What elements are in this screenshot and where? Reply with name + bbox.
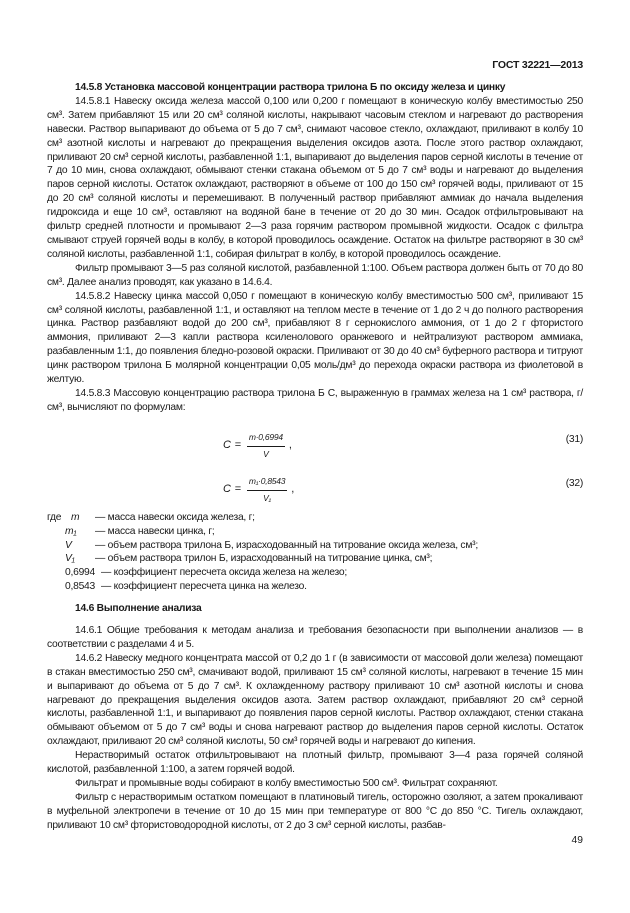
formula-numerator: m·0,6994 [247,431,285,447]
formula-fraction [247,475,287,506]
where-description: — коэффициент пересчета цинка на железо. [101,581,307,593]
where-list [47,511,583,594]
paragraph-14-5-8-3: 14.5.8.3 Массовую концентрацию раствора трилона Б C, выраженную в граммах железа на 1 см³ раствора, г/см³, вычисляют по формулам: [47,387,583,413]
formula-fraction [247,431,285,462]
formula-31 [47,423,583,467]
section-heading-14-5-8: 14.5.8 Установка массовой концентрации раствора трилона Б по оксиду железа и цинку [75,82,506,93]
where-item [47,580,583,594]
where-coefficient: 0,8543 [65,581,95,593]
where-item [47,511,583,525]
formula-number: (32) [565,477,583,489]
paragraph-14-6-1: 14.6.1 Общие требования к методам анализа и требования безопасности при выполнении анализов — в соответствии с разделами 4 и 5. [47,625,583,650]
where-symbol: V [65,539,72,551]
formula-denominator: V₁ [263,492,271,503]
where-symbol: m₁ [65,525,77,537]
paragraph-14-5-8-2: 14.5.8.2 Навеску цинка массой 0,050 г помещают в коническую колбу вместимостью 500 см³, приливают 15 см³ соляной кислоты, разбавленной 1:1, и оставляют на теплом месте в течение от 1 до 2 ч до полного растворения цинка. Раствор разбавляют водой до 200 см³, прибавляют 8 г сернокислого аммония, от 1 до 2 г фтористого аммония, приливают 2—3 капли раствора ксиленолового оранжевого и нейтрализуют раствором аммиака, разбавленным 1:1, до появления бледно-розовой окраски. Приливают от 30 до 40 см³ буферного раствора и титруют цинк раствором трилона Б молярной концентрации 0,05 моль/дм³ до перехода окраски раствора из фиолетовой в желтую. [47,290,583,386]
formula-lhs: C [223,483,231,496]
section-heading-14-6: 14.6 Выполнение анализа [75,603,202,615]
where-description: — объем раствора трилон Б, израсходованный на титрование цинка, см³; [95,553,433,565]
formula-32 [47,467,583,511]
where-description: — коэффициент пересчета оксида железа на железо; [101,567,347,579]
page-number: 49 [571,835,583,846]
where-coefficient: 0,6994 [65,567,95,579]
formula-number: (31) [565,433,583,445]
where-item [47,552,583,566]
paragraph-14-6-2: 14.6.2 Навеску медного концентрата массой от 0,2 до 1 г (в зависимости от массовой доли железа) помещают в стакан вместимостью 250 см³, смачивают водой, приливают 15 см³ соляной кислоты, нагревают в течение 15 мин и выпаривают до объема от 5 до 7 см³. К охлажденному раствору приливают 10 см³ азотной кислоты и снова нагревают до прекращения выделения оксидов азота. Затем раствор охлаждают, прибавляют 20 см³ серной кислоты, разбавленной 1:1, и выпаривают до появления паров серной кислоты. Раствор охлаждают, стенки стакана обмывают объемом от 5 до 7 см³ воды и снова нагревают раствор до выделения паров серной кислоты. Остаток охлаждают, приливают 20 см³ соляной кислоты, 50 см³ горячей воды и нагревают до кипения. [47,652,583,748]
formula-denominator: V [263,448,269,459]
where-description: — объем раствора трилона Б, израсходованный на титрование оксида железа, см³; [95,539,478,551]
formula-comma: , [291,483,295,496]
paragraph-14-5-8-1: 14.5.8.1 Навеску оксида железа массой 0,100 или 0,200 г помещают в коническую колбу вместимостью 250 см³. Затем прибавляют 15 или 20 см³ соляной кислоты, накрывают часовым стеклом и нагревают до растворения навески. Раствор выпаривают до объема от 5 до 7 см³, снимают часовое стекло, охлаждают, приливают в колбу 10 см³ азотной кислоты и нагревают до прекращения выделения оксидов азота. После этого раствор охлаждают, приливают 20 см³ серной кислоты, разбавленной 1:1, выпаривают до выделения паров серной кислоты в течение от 7 до 10 мин, снова охлаждают, обмывают стенки стакана объемом от 5 до 7 см³ воды и нагревают до выделения паров серной кислоты. Остаток охлаждают, растворяют в объеме от 100 до 150 см³ горячей воды, приливают от 15 до 20 см³ соляной кислоты и перемешивают. В полученный раствор прибавляют аммиак до начала выделения гидроксида и еще 10 см³, оставляют на водяной бане в течение от 20 до 30 мин. Осадок отфильтровывают на фильтр средней плотности и промывают 2—3 раза горячим раствором промывной жидкости. Осадок с фильтра смывают струей горячей воды в колбу, в которой проводилось осаждение. Остаток на фильтре растворяют в 30 см³ соляной кислоты, разбавленной 1:1, собирая фильтрат в колбу, в которой проводилось осаждение. [47,95,583,260]
formula-lhs: C [223,439,231,452]
where-description: — масса навески оксида железа, г; [95,511,255,523]
standard-header: ГОСТ 32221—2013 [492,59,583,71]
formula-numerator: m₁·0,8543 [247,475,287,491]
paragraph-filter-crucible: Фильтр с нерастворимым остатком помещают в платиновый тигель, осторожно озоляют, а затем прокаливают в муфельной электропечи в течение от 10 до 15 мин при температуре от 800 °С до 850 °С. Тигель охлаждают, приливают 10 см³ фтористоводородной кислоты, от 2 до 3 см³ серной кислоты, разбав- [47,791,583,831]
where-symbol: m [71,511,80,523]
paragraph-insoluble-residue: Нерастворимый остаток отфильтровывают на плотный фильтр, промывают 3—4 раза горячей соляной кислотой, разбавленной 1:100, а затем горячей водой. [47,750,583,776]
paragraph-filter-wash: Фильтр промывают 3—5 раз соляной кислотой, разбавленной 1:100. Объем раствора должен быть от 70 до 80 см³. Далее анализ проводят, как указано в 14.6.4. [47,262,583,288]
formula-equals: = [234,483,241,496]
where-lead: где [47,511,62,523]
where-item [47,539,583,553]
document-body [47,81,583,833]
where-item [47,525,583,539]
where-symbol: V₁ [65,553,75,565]
where-item [47,566,583,580]
where-description: — масса навески цинка, г; [95,525,215,537]
formula-equals: = [234,439,241,452]
formula-comma: , [288,439,292,452]
paragraph-filtrate: Фильтрат и промывные воды собирают в колбу вместимостью 500 см³. Фильтрат сохраняют. [75,777,498,789]
